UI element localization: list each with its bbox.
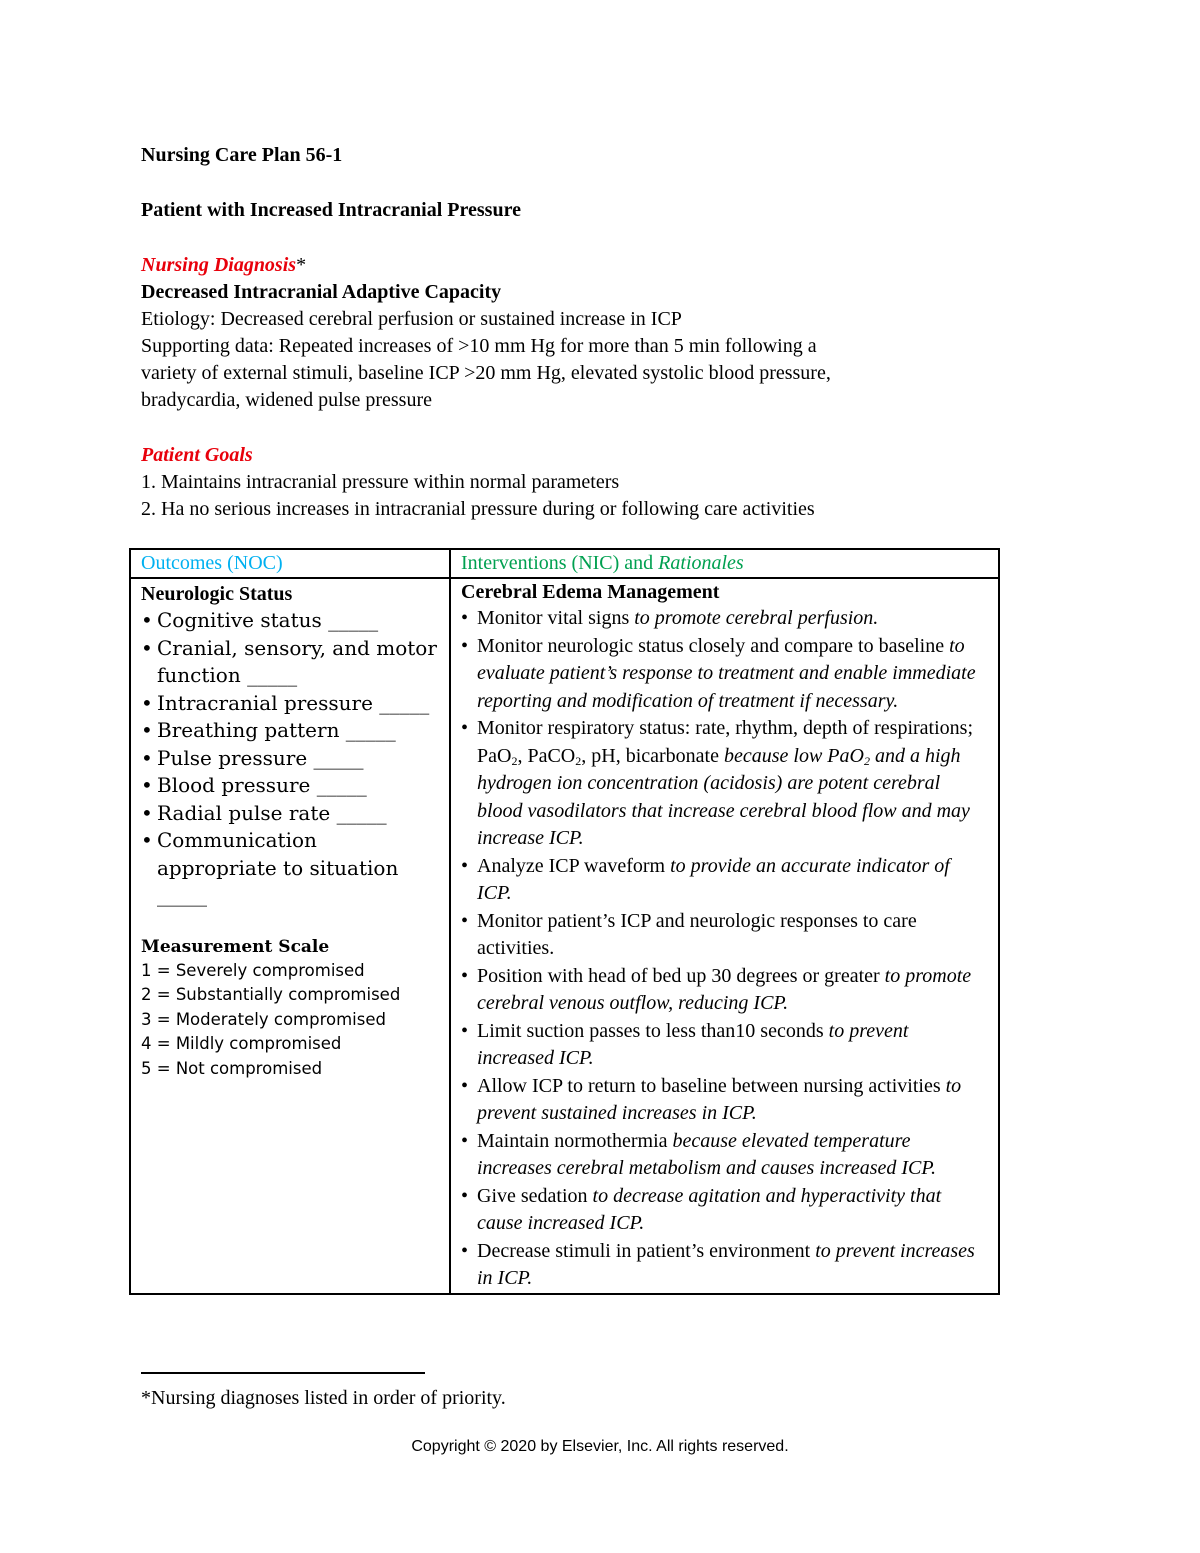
measurement-scale-heading: Measurement Scale (141, 936, 330, 957)
footnote-divider (141, 1372, 425, 1374)
supporting-data-line-1: Supporting data: Repeated increases of >10 mm Hg for more than 5 min following a (141, 335, 817, 357)
interventions-header-text: Interventions (NIC) and (461, 552, 659, 574)
scale-item: 4 = Mildly compromised (141, 1034, 342, 1054)
intervention-item: • Give sedation to decrease agitation and hyperactivity that cause increased ICP. (461, 1183, 988, 1238)
nursing-diagnosis-heading: Nursing Diagnosis (141, 254, 297, 276)
goal-item: 1. Maintains intracranial pressure within normal parameters (141, 471, 620, 493)
footnote-marker: * (296, 254, 307, 276)
intervention-item: • Analyze ICP waveform to provide an accurate indicator of ICP. (461, 853, 988, 908)
outcome-item: • Cognitive status _____ (141, 607, 439, 635)
intervention-item: • Maintain normothermia because elevated temperature increases cerebral metabolism and causes increased ICP. (461, 1128, 988, 1183)
goal-item: 2. Ha no serious increases in intracranial pressure during or following care activities (141, 498, 815, 520)
scale-item: 5 = Not compromised (141, 1058, 323, 1078)
supporting-data-line-2: variety of external stimuli, baseline ICP >20 mm Hg, elevated systolic blood pressure, (141, 362, 831, 384)
care-plan-table (129, 548, 1000, 1295)
scale-item: 2 = Substantially compromised (141, 985, 401, 1005)
scale-item: 3 = Moderately compromised (141, 1009, 386, 1029)
diagnosis-name: Decreased Intracranial Adaptive Capacity (141, 281, 502, 303)
outcome-item: • Communication appropriate to situation _____ (141, 827, 439, 910)
outcome-item: • Pulse pressure _____ (141, 745, 439, 773)
intervention-item: • Monitor patient’s ICP and neurologic responses to care activities. (461, 908, 988, 963)
intervention-item: • Monitor neurologic status closely and compare to baseline to evaluate patient’s response to treatment and enable immediate reporting and modification of treatment if necessary. (461, 633, 988, 716)
outcome-item: • Cranial, sensory, and motor function _____ (141, 635, 439, 690)
page-title: Nursing Care Plan 56-1 (141, 144, 343, 166)
intervention-list (461, 605, 988, 1293)
rationales-header-text: Rationales (658, 552, 744, 574)
measurement-scale-list (141, 959, 439, 1082)
outcome-item: • Radial pulse rate _____ (141, 800, 439, 828)
footnote: *Nursing diagnoses listed in order of priority. (141, 1387, 506, 1409)
copyright-notice: Copyright © 2020 by Elsevier, Inc. All rights reserved. (411, 1438, 789, 1455)
patient-goals-heading: Patient Goals (141, 444, 253, 466)
intervention-item: • Allow ICP to return to baseline between nursing activities to prevent sustained increases in ICP. (461, 1073, 988, 1128)
outcome-item: • Blood pressure _____ (141, 772, 439, 800)
interventions-cell (450, 578, 999, 1294)
intervention-item: • Limit suction passes to less than10 seconds to prevent increased ICP. (461, 1018, 988, 1073)
intervention-item: • Position with head of bed up 30 degrees or greater to promote cerebral venous outflow, reducing ICP. (461, 963, 988, 1018)
scale-item: 1 = Severely compromised (141, 960, 365, 980)
outcomes-cell (130, 578, 450, 1294)
interventions-header (450, 549, 999, 578)
patient-goals-section (141, 442, 1001, 523)
nursing-diagnosis-section (141, 252, 1001, 414)
supporting-data-line-3: bradycardia, widened pulse pressure (141, 389, 432, 411)
outcome-item: • Breathing pattern _____ (141, 717, 439, 745)
interventions-section-title: Cerebral Edema Management (461, 581, 720, 603)
intervention-item: • Decrease stimuli in patient’s environment to prevent increases in ICP. (461, 1238, 988, 1293)
intervention-item: • Monitor respiratory status: rate, rhythm, depth of respirations; PaO$_2$, PaCO$_2$, pH, bicarbonate because low PaO$_2$ and a high hydrogen ion concentration (acidosis) are potent cerebral blood vasodilators that increase cerebral blood flow and may increase ICP. (461, 715, 988, 853)
outcomes-section-title: Neurologic Status (141, 583, 293, 605)
outcome-item: • Intracranial pressure _____ (141, 690, 439, 718)
outcome-list (141, 607, 439, 910)
etiology: Etiology: Decreased cerebral perfusion or sustained increase in ICP (141, 308, 682, 330)
table-row (130, 578, 999, 1294)
outcomes-header: Outcomes (NOC) (130, 549, 450, 578)
intervention-item: • Monitor vital signs to promote cerebral perfusion. (461, 605, 988, 633)
page-subtitle: Patient with Increased Intracranial Pressure (141, 199, 521, 221)
table-header-row (130, 549, 999, 578)
